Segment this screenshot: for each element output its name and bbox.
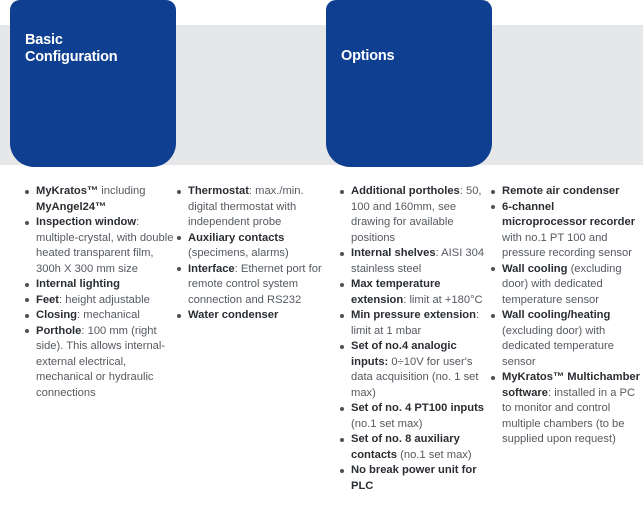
list-item: Min pressure extension: limit at 1 mbar <box>339 308 487 339</box>
list-item: Internal shelves: AISI 304 stainless steel <box>339 246 487 277</box>
list-item: Internal lighting <box>24 277 174 293</box>
list-item: Set of no. 4 PT100 inputs (no.1 set max) <box>339 401 487 432</box>
basic-column-1 <box>24 184 174 401</box>
list-item: Max temperature extension: limit at +180°C <box>339 277 487 308</box>
list-item: Inspection window: multiple-crystal, with double heated transparent film, 300h X 300 mm size <box>24 215 174 277</box>
list-item: Porthole: 100 mm (right side). This allows internal-external electrical, mechanical or hydraulic connections <box>24 324 174 402</box>
list-item: Water condenser <box>176 308 324 324</box>
list-item: No break power unit for PLC <box>339 463 487 494</box>
basic-configuration-header <box>10 0 176 167</box>
list-item: Remote air condenser <box>490 184 640 200</box>
options-header <box>326 0 492 167</box>
list-item: Interface: Ethernet port for remote control system connection and RS232 <box>176 262 324 309</box>
options-column-2 <box>490 184 640 448</box>
list-item: Wall cooling (excluding door) with dedicated temperature sensor <box>490 262 640 309</box>
list-item: Set of no.4 analogic inputs: 0÷10V for user's data acquisition (no. 1 set max) <box>339 339 487 401</box>
list-item: Closing: mechanical <box>24 308 174 324</box>
list-item: MyKratos™ including MyAngel24™ <box>24 184 174 215</box>
list-item: Set of no. 8 auxiliary contacts (no.1 set max) <box>339 432 487 463</box>
list-item: Additional portholes: 50, 100 and 160mm, see drawing for available positions <box>339 184 487 246</box>
basic-configuration-title: Basic Configuration <box>25 32 118 65</box>
list-item: 6-channel microprocessor recorder with no.1 PT 100 and pressure recording sensor <box>490 200 640 262</box>
list-item: Wall cooling/heating (excluding door) with dedicated temperature sensor <box>490 308 640 370</box>
list-item: Feet: height adjustable <box>24 293 174 309</box>
options-title: Options <box>341 48 395 64</box>
list-item: Auxiliary contacts (specimens, alarms) <box>176 231 324 262</box>
list-item: Thermostat: max./min. digital thermostat with independent probe <box>176 184 324 231</box>
basic-column-2 <box>176 184 324 324</box>
list-item: MyKratos™ Multichamber software: installed in a PC to monitor and control multiple chambers (to be supplied upon request) <box>490 370 640 448</box>
options-column-1 <box>339 184 487 494</box>
